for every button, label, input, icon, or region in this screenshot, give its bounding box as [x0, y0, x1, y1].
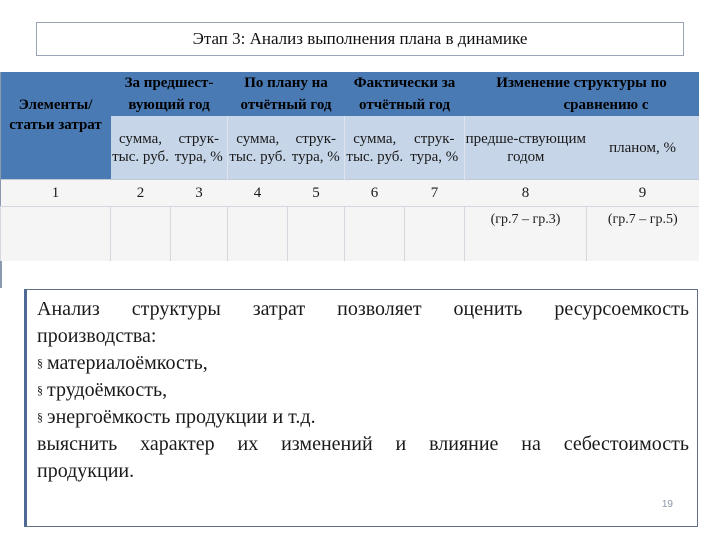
bullet-text: энергоёмкость продукции и т.д. [47, 406, 316, 428]
bullet-item [37, 350, 689, 377]
bullet-item [37, 377, 689, 404]
column-number: 3 [171, 180, 228, 207]
bullet-icon: § [37, 383, 43, 397]
bullet-icon: § [37, 356, 43, 370]
column-number: 1 [1, 180, 111, 207]
empty-cell [288, 207, 345, 262]
header-change: Изменение структуры по [465, 72, 699, 94]
column-number: 5 [288, 180, 345, 207]
header-col3: струк-тура, % [171, 116, 228, 180]
slide-title-box [36, 22, 684, 56]
header-prev-year: За предшест- [111, 72, 228, 94]
empty-cell [228, 207, 288, 262]
header-col4: сумма, тыс. руб. [228, 116, 288, 180]
page-number: 19 [661, 499, 673, 510]
header-col8: предше-ствующим годом [465, 116, 587, 180]
analysis-table [0, 72, 699, 261]
header-col6: сумма, тыс. руб. [345, 116, 405, 180]
header-corner [1, 72, 111, 94]
header-elements: Элементы/ [1, 94, 111, 116]
header-col5: струк-тура, % [288, 116, 345, 180]
slide-title: Этап 3: Анализ выполнения плана в динамике [192, 29, 528, 48]
column-number: 2 [111, 180, 171, 207]
column-number: 7 [405, 180, 465, 207]
empty-cell [171, 207, 228, 262]
header-prev-year-2: вующий год [111, 94, 228, 116]
header-plan-2: отчётный год [228, 94, 345, 116]
formula-col8: (гр.7 – гр.3) [465, 207, 587, 262]
text-line: выяснить характер их изменений и влияние на себестоимость [37, 433, 689, 455]
formula-row [1, 207, 699, 262]
header-row-2 [1, 94, 699, 116]
formula-col9: (гр.7 – гр.5) [587, 207, 699, 262]
column-number: 8 [465, 180, 587, 207]
column-number: 9 [587, 180, 699, 207]
text-line: Анализ структуры затрат позволяет оценить ресурсоемкость [37, 298, 689, 320]
bullet-text: трудоёмкость, [47, 379, 168, 401]
header-fact: Фактически за [345, 72, 465, 94]
empty-cell [111, 207, 171, 262]
header-row-1 [1, 72, 699, 94]
header-plan: По плану на [228, 72, 345, 94]
header-fact-2: отчётный год [345, 94, 465, 116]
text-line: продукции. [37, 460, 135, 482]
header-col7: струк-тура, % [405, 116, 465, 180]
text-line: производства: [37, 325, 157, 347]
bullet-icon: § [37, 410, 43, 424]
empty-cell [345, 207, 405, 262]
column-numbers-row [1, 180, 699, 207]
bullet-text: материалоёмкость, [47, 352, 208, 374]
empty-cell [1, 207, 111, 262]
header-col9: планом, % [587, 116, 699, 180]
column-number: 4 [228, 180, 288, 207]
header-row-3 [1, 116, 699, 180]
column-number: 6 [345, 180, 405, 207]
bullet-item [37, 404, 689, 431]
header-col2: сумма, тыс. руб. [111, 116, 171, 180]
description-box [24, 289, 698, 527]
empty-cell [405, 207, 465, 262]
header-change-2: сравнению с [465, 94, 699, 116]
header-cost-items: статьи затрат [1, 116, 111, 180]
